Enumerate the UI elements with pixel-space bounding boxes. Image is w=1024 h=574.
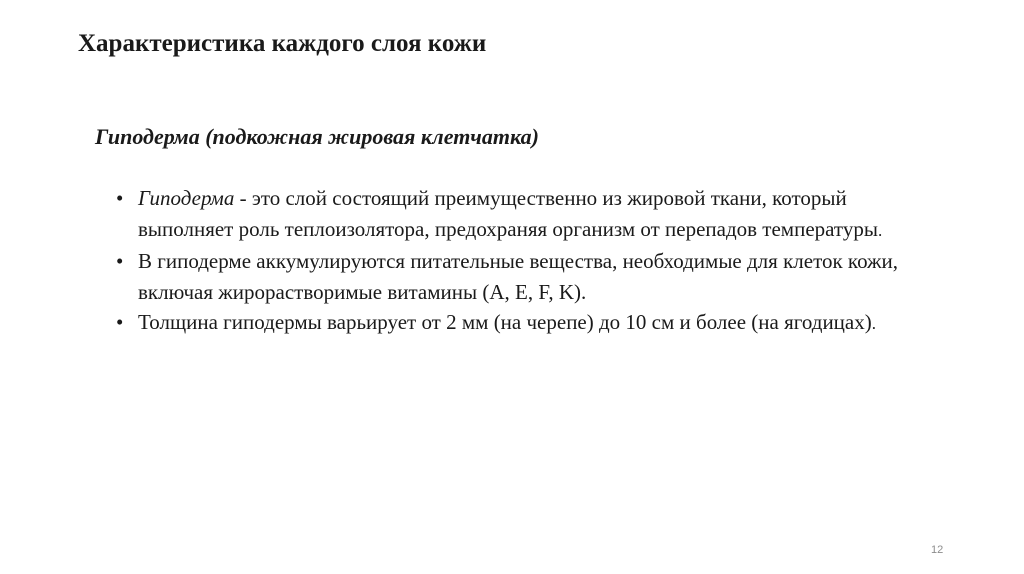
bullet-dot-icon: • bbox=[116, 186, 124, 210]
bullet-item bbox=[116, 183, 916, 246]
page-number: 12 bbox=[931, 544, 944, 556]
bullet-dot-icon: • bbox=[116, 249, 124, 273]
bullet-text: Толщина гиподермы варьирует от 2 мм (на черепе) до 10 см и более (на ягодицах) bbox=[138, 310, 872, 334]
bullet-text: - это слой состоящий преимущественно из жировой ткани, который выполняет роль теплоизолятора, предохраняя организм от перепадов температуры bbox=[138, 186, 878, 241]
bullet-term: Гиподерма bbox=[138, 186, 235, 210]
section-heading: Гиподерма (подкожная жировая клетчатка) bbox=[95, 124, 539, 149]
bullet-item bbox=[116, 246, 916, 307]
bullet-dot-icon: • bbox=[116, 310, 124, 334]
bullet-text: В гиподерме аккумулируются питательные вещества, необходимые для клеток кожи, включая жирорастворимые витамины (A, E, F, K). bbox=[138, 249, 899, 304]
bullet-list bbox=[116, 183, 916, 340]
bullet-end-punctuation: . bbox=[877, 220, 883, 240]
bullet-item bbox=[116, 307, 916, 340]
slide-title: Характеристика каждого слоя кожи bbox=[78, 30, 487, 57]
bullet-end-punctuation: . bbox=[871, 314, 876, 333]
